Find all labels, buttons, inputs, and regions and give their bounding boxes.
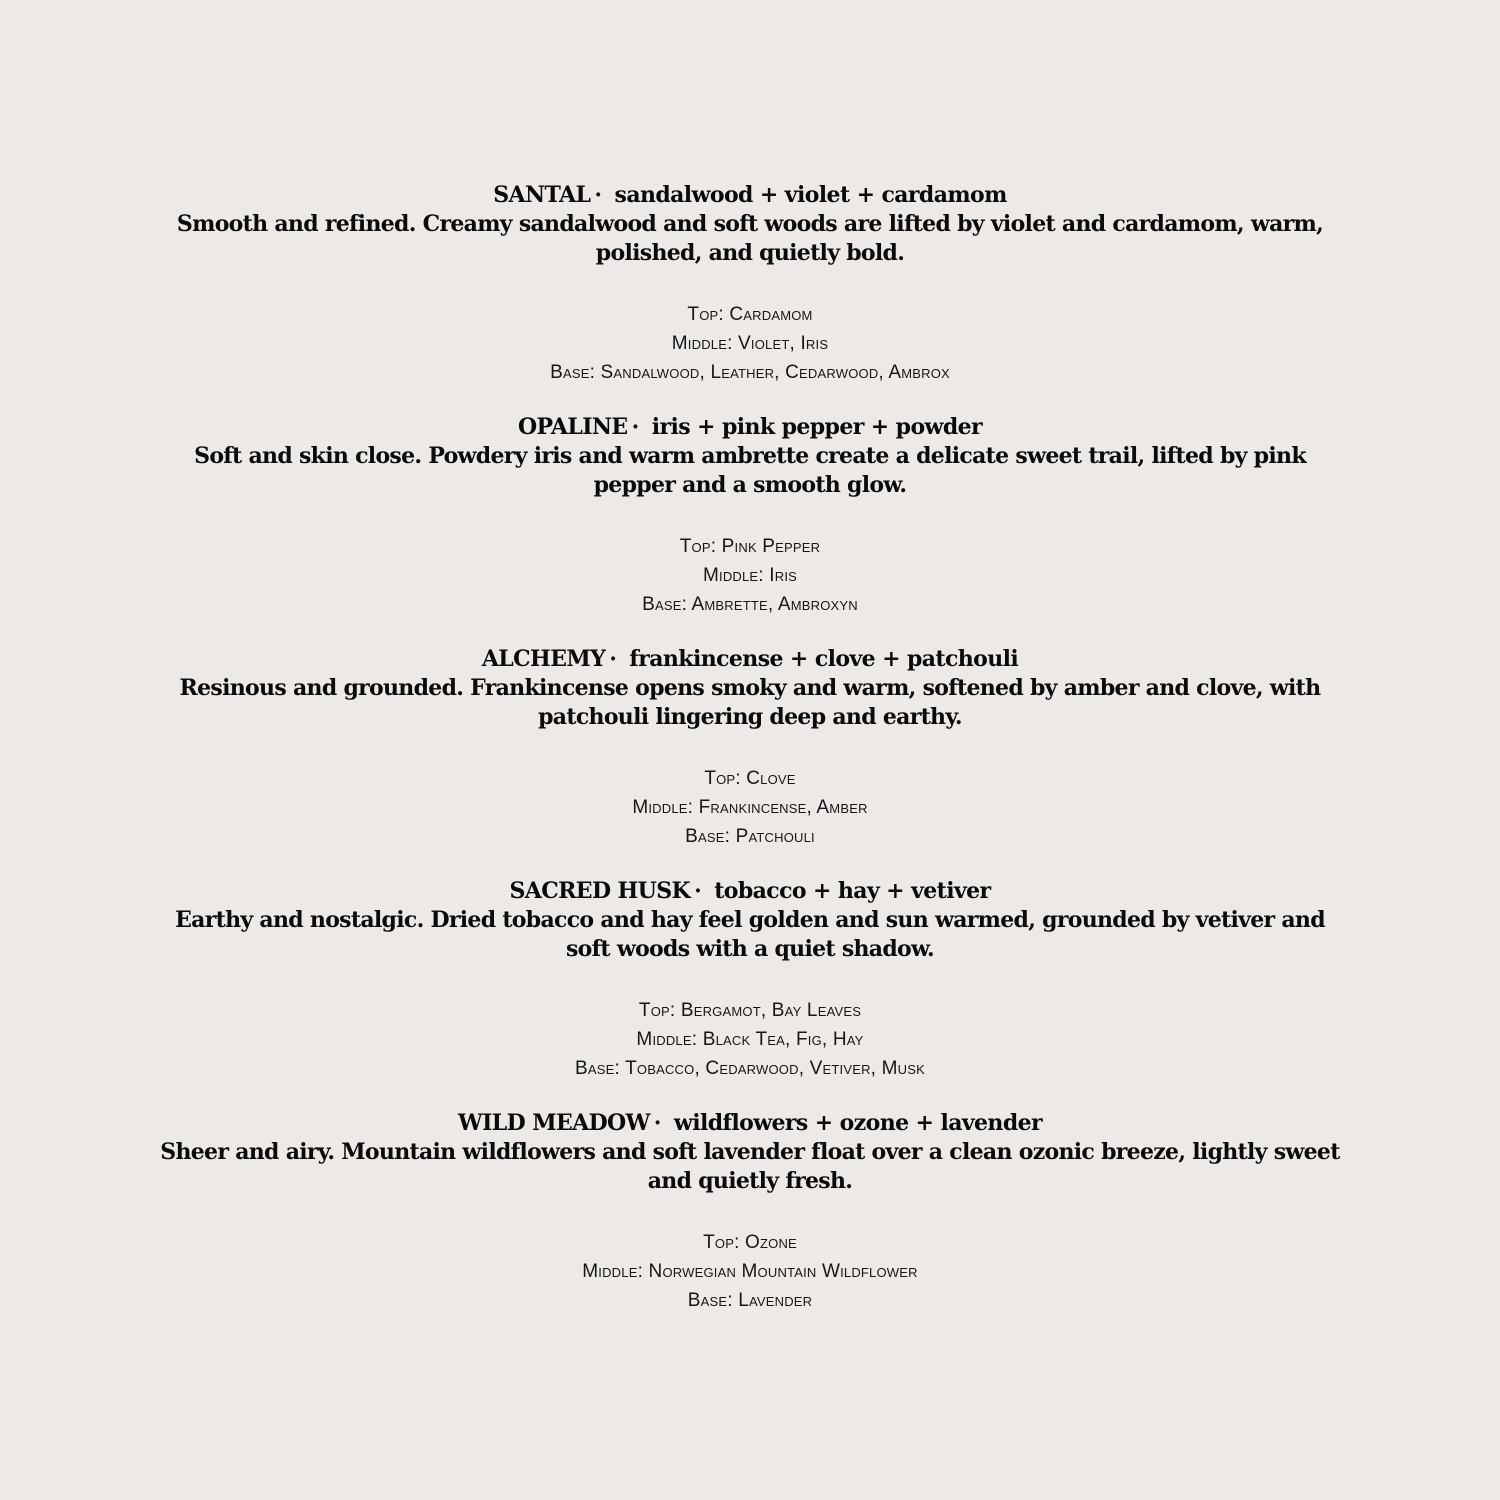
scent-notes <box>150 1228 1350 1315</box>
middle-notes: Middle: Black Tea, Fig, Hay <box>636 1029 864 1050</box>
middle-notes: Middle: Frankincense, Amber <box>632 797 868 818</box>
scent-description: Sheer and airy. Mountain wildflowers and soft lavender float over a clean ozonic breeze, lightly sweet and quietly fresh. <box>160 1139 1340 1194</box>
scent-notes <box>150 764 1350 851</box>
scent-entry-wild-meadow <box>150 1109 1350 1315</box>
middle-notes: Middle: Norwegian Mountain Wildflower <box>582 1261 918 1282</box>
scent-accords: iris + pink pepper + powder <box>651 414 983 440</box>
scent-heading <box>150 877 1350 906</box>
top-notes: Top: Cardamom <box>687 304 813 325</box>
scent-accords: sandalwood + violet + cardamom <box>614 182 1007 208</box>
middle-notes: Middle: Iris <box>702 565 798 586</box>
scent-separator: · <box>609 646 617 672</box>
scent-name: SANTAL <box>493 182 591 208</box>
scent-description: Earthy and nostalgic. Dried tobacco and hay feel golden and sun warmed, grounded by vetiver and soft woods with a quiet shadow. <box>175 907 1325 962</box>
base-notes: Base: Ambrette, Ambroxyn <box>642 594 858 615</box>
base-notes: Base: Lavender <box>687 1290 813 1311</box>
scent-entry-santal <box>150 181 1350 387</box>
scent-notes <box>150 532 1350 619</box>
scent-accords: wildflowers + ozone + lavender <box>673 1110 1042 1136</box>
scent-notes <box>150 300 1350 387</box>
top-notes: Top: Clove <box>704 768 796 789</box>
middle-notes: Middle: Violet, Iris <box>671 333 829 354</box>
scent-name: ALCHEMY <box>481 646 606 672</box>
scent-separator: · <box>631 414 639 440</box>
scent-separator: · <box>653 1110 661 1136</box>
scent-heading <box>150 413 1350 442</box>
scent-description: Resinous and grounded. Frankincense opens smoky and warm, softened by amber and clove, with patchouli lingering deep and earthy. <box>179 675 1321 730</box>
top-notes: Top: Pink Pepper <box>679 536 821 557</box>
scent-heading <box>150 645 1350 674</box>
scent-description: Smooth and refined. Creamy sandalwood and soft woods are lifted by violet and cardamom, warm, polished, and quietly bold. <box>176 211 1324 266</box>
scent-entry-alchemy <box>150 645 1350 851</box>
scent-entry-sacred-husk <box>150 877 1350 1083</box>
scent-description: Soft and skin close. Powdery iris and warm ambrette create a delicate sweet trail, lifted by pink pepper and a smooth glow. <box>194 443 1306 498</box>
top-notes: Top: Ozone <box>703 1232 797 1253</box>
base-notes: Base: Tobacco, Cedarwood, Vetiver, Musk <box>575 1058 925 1079</box>
scent-accords: tobacco + hay + vetiver <box>714 878 991 904</box>
scent-name: OPALINE <box>517 414 628 440</box>
base-notes: Base: Sandalwood, Leather, Cedarwood, Ambrox <box>550 362 950 383</box>
scent-separator: · <box>594 182 602 208</box>
scent-separator: · <box>694 878 702 904</box>
scent-entry-opaline <box>150 413 1350 619</box>
scent-name: SACRED HUSK <box>509 878 691 904</box>
scent-name: WILD MEADOW <box>457 1110 650 1136</box>
scent-notes <box>150 996 1350 1083</box>
scent-heading <box>150 181 1350 210</box>
top-notes: Top: Bergamot, Bay Leaves <box>638 1000 862 1021</box>
base-notes: Base: Patchouli <box>685 826 815 847</box>
scent-accords: frankincense + clove + patchouli <box>629 646 1019 672</box>
scent-heading <box>150 1109 1350 1138</box>
